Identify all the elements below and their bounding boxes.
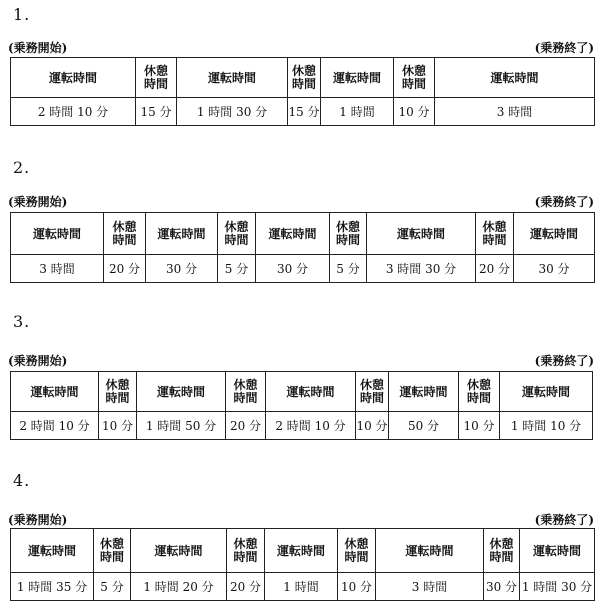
value-cell: 15 分 — [288, 98, 321, 126]
header-cell-driving: 運転時間 — [256, 213, 330, 255]
value-cell: 30 分 — [256, 255, 330, 283]
option-1 — [0, 0, 600, 130]
header-cell-rest: 休憩 時間 — [136, 58, 177, 98]
duty-end-label: (乗務終了) — [534, 41, 594, 55]
header-cell-rest: 休憩 時間 — [94, 529, 131, 573]
value-cell: 15 分 — [136, 98, 177, 126]
option-2 — [0, 150, 600, 290]
duty-start-label: (乗務開始) — [8, 354, 68, 368]
value-cell: 1 時間 35 分 — [11, 573, 94, 601]
header-cell-rest: 休憩 時間 — [476, 213, 514, 255]
duty-start-label: (乗務開始) — [8, 195, 68, 209]
header-cell-driving: 運転時間 — [177, 58, 288, 98]
option-4 — [0, 465, 600, 607]
header-cell-driving: 運転時間 — [520, 529, 595, 573]
value-cell: 1 時間 10 分 — [500, 412, 593, 440]
value-cell: 20 分 — [104, 255, 146, 283]
value-cell: 10 分 — [356, 412, 389, 440]
header-cell-driving: 運転時間 — [514, 213, 595, 255]
value-cell: 1 時間 30 分 — [177, 98, 288, 126]
header-cell-driving: 運転時間 — [265, 529, 338, 573]
header-cell-driving: 運転時間 — [137, 372, 226, 412]
header-cell-driving: 運転時間 — [500, 372, 593, 412]
value-cell: 20 分 — [226, 412, 266, 440]
header-cell-driving: 運転時間 — [321, 58, 394, 98]
value-cell: 2 時間 10 分 — [11, 98, 136, 126]
value-cell: 30 分 — [484, 573, 520, 601]
value-cell: 3 時間 — [376, 573, 484, 601]
value-cell: 5 分 — [94, 573, 131, 601]
header-cell-driving: 運転時間 — [11, 529, 94, 573]
value-cell: 3 時間 30 分 — [367, 255, 476, 283]
value-cell: 10 分 — [99, 412, 137, 440]
header-cell-rest: 休憩 時間 — [104, 213, 146, 255]
schedule-table — [10, 212, 595, 283]
value-cell: 20 分 — [476, 255, 514, 283]
header-cell-driving: 運転時間 — [376, 529, 484, 573]
option-number: 3. — [13, 312, 31, 331]
value-cell: 2 時間 10 分 — [11, 412, 99, 440]
value-cell: 10 分 — [394, 98, 435, 126]
value-cell: 5 分 — [330, 255, 367, 283]
header-cell-driving: 運転時間 — [266, 372, 356, 412]
value-cell: 50 分 — [389, 412, 459, 440]
header-cell-rest: 休憩 時間 — [99, 372, 137, 412]
header-cell-driving: 運転時間 — [11, 58, 136, 98]
duty-start-label: (乗務開始) — [8, 513, 68, 527]
value-cell: 30 分 — [514, 255, 595, 283]
header-cell-rest: 休憩 時間 — [226, 372, 266, 412]
value-cell: 3 時間 — [11, 255, 104, 283]
duty-end-label: (乗務終了) — [534, 195, 594, 209]
header-cell-driving: 運転時間 — [146, 213, 218, 255]
value-cell: 3 時間 — [435, 98, 595, 126]
header-cell-driving: 運転時間 — [435, 58, 595, 98]
value-cell: 10 分 — [338, 573, 376, 601]
schedule-table — [10, 371, 593, 440]
header-cell-driving: 運転時間 — [11, 372, 99, 412]
option-number: 4. — [13, 471, 31, 490]
header-cell-driving: 運転時間 — [131, 529, 227, 573]
header-cell-rest: 休憩 時間 — [459, 372, 500, 412]
header-cell-rest: 休憩 時間 — [338, 529, 376, 573]
header-cell-driving: 運転時間 — [389, 372, 459, 412]
schedule-table — [10, 528, 595, 601]
header-cell-driving: 運転時間 — [367, 213, 476, 255]
header-cell-rest: 休憩 時間 — [484, 529, 520, 573]
value-cell: 2 時間 10 分 — [266, 412, 356, 440]
value-cell: 1 時間 30 分 — [520, 573, 595, 601]
value-cell: 20 分 — [227, 573, 265, 601]
duty-start-label: (乗務開始) — [8, 41, 68, 55]
header-cell-rest: 休憩 時間 — [227, 529, 265, 573]
header-cell-driving: 運転時間 — [11, 213, 104, 255]
duty-end-label: (乗務終了) — [534, 513, 594, 527]
option-3 — [0, 305, 600, 445]
header-cell-rest: 休憩 時間 — [218, 213, 256, 255]
header-cell-rest: 休憩 時間 — [356, 372, 389, 412]
schedule-table — [10, 57, 595, 126]
header-cell-rest: 休憩 時間 — [288, 58, 321, 98]
duty-end-label: (乗務終了) — [534, 354, 594, 368]
option-number: 1. — [13, 5, 31, 24]
header-cell-rest: 休憩 時間 — [394, 58, 435, 98]
value-cell: 1 時間 50 分 — [137, 412, 226, 440]
value-cell: 5 分 — [218, 255, 256, 283]
value-cell: 1 時間 — [321, 98, 394, 126]
option-number: 2. — [13, 158, 31, 177]
value-cell: 30 分 — [146, 255, 218, 283]
value-cell: 10 分 — [459, 412, 500, 440]
value-cell: 1 時間 20 分 — [131, 573, 227, 601]
header-cell-rest: 休憩 時間 — [330, 213, 367, 255]
value-cell: 1 時間 — [265, 573, 338, 601]
